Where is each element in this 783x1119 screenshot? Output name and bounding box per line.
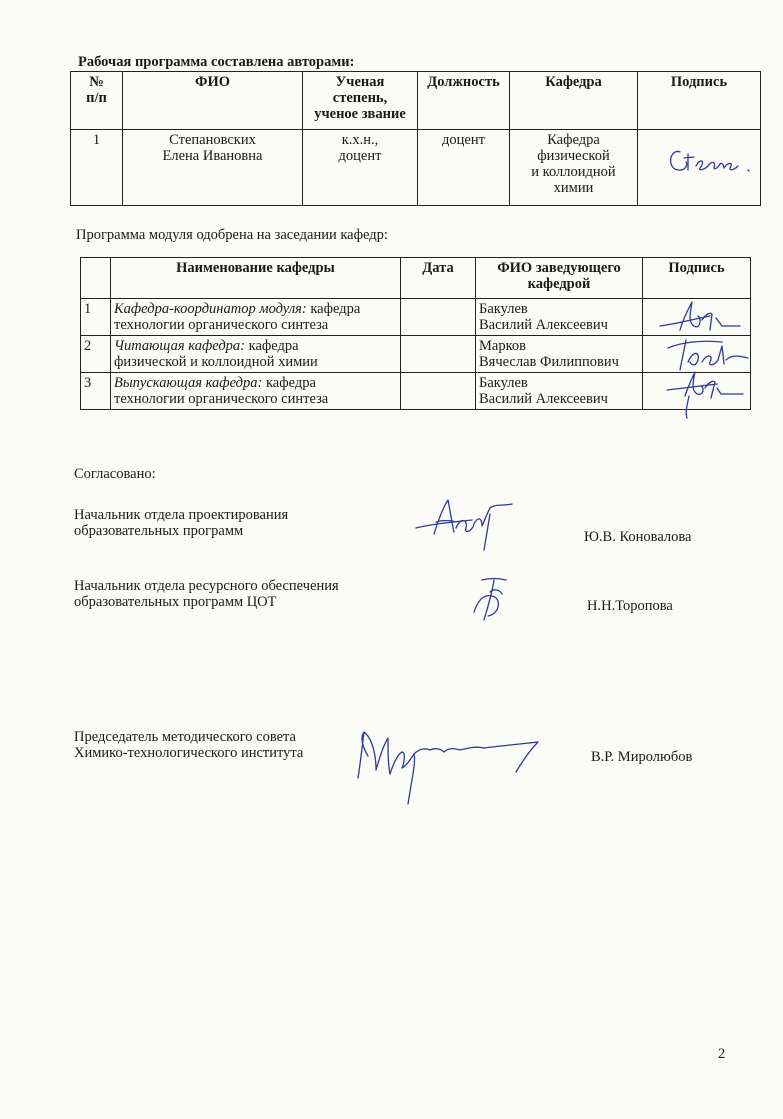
approval-row-date [401, 373, 476, 410]
approval-row-num: 3 [81, 373, 111, 410]
author-num: 1 [71, 130, 123, 206]
page-number: 2 [718, 1046, 726, 1062]
approval-row-role: Выпускающая кафедра: [114, 375, 263, 391]
table-row [71, 130, 761, 206]
author-department: Кафедра физической и коллоидной химии [510, 130, 638, 206]
agreed-label: Согласовано: [74, 466, 156, 482]
author-fio: Степановских Елена Ивановна [123, 130, 303, 206]
approval-signature-3-image [655, 368, 755, 420]
author-position: доцент [418, 130, 510, 206]
authors-header-department: Кафедра [510, 72, 638, 130]
signatory-name: В.Р. Миролюбов [591, 749, 693, 765]
approval-row-role: Читающая кафедра: [114, 338, 245, 354]
approval-row-head: Бакулев Василий Алексеевич [476, 299, 643, 336]
signatory-title: Председатель методического совета Химико-технологического института [74, 729, 304, 761]
authors-header-num: № п/п [71, 72, 123, 130]
approval-heading: Программа модуля одобрена на заседании кафедр: [76, 227, 388, 243]
signatory-2-signature-image [462, 570, 522, 630]
approval-row-head: Марков Вячеслав Филиппович [476, 336, 643, 373]
approval-header-signature: Подпись [643, 258, 751, 299]
author-signature-image [662, 140, 757, 180]
authors-header-degree: Ученая степень, ученое звание [303, 72, 418, 130]
approval-row-name: кафедра технологии органического синтеза [114, 301, 361, 333]
signatory-title: Начальник отдела ресурсного обеспечения образовательных программ ЦОТ [74, 578, 339, 610]
approval-row-head: Бакулев Василий Алексеевич [476, 373, 643, 410]
approval-header-head: ФИО заведующего кафедрой [476, 258, 643, 299]
approval-row-num: 1 [81, 299, 111, 336]
approval-header-num [81, 258, 111, 299]
approval-row-num: 2 [81, 336, 111, 373]
author-degree: к.х.н., доцент [303, 130, 418, 206]
signatory-title: Начальник отдела проектирования образовательных программ [74, 507, 289, 539]
approval-header-date: Дата [401, 258, 476, 299]
approval-row-name: кафедра физической и коллоидной химии [114, 338, 318, 370]
table-row [81, 373, 751, 410]
signatory-1-signature-image [412, 494, 522, 552]
approval-row-role: Кафедра-координатор модуля: [114, 301, 307, 317]
authors-header-fio: ФИО [123, 72, 303, 130]
approval-header-department: Наименование кафедры [111, 258, 401, 299]
approval-row-date [401, 336, 476, 373]
approval-row-date [401, 299, 476, 336]
approval-row-name: кафедра технологии органического синтеза [114, 375, 329, 407]
authors-table [70, 71, 761, 206]
signatory-name: Н.Н.Торопова [587, 598, 673, 614]
signatory-name: Ю.В. Коновалова [584, 529, 692, 545]
authors-header-position: Должность [418, 72, 510, 130]
authors-heading: Рабочая программа составлена авторами: [78, 54, 355, 70]
table-row [81, 336, 751, 373]
signatory-3-signature-image [350, 718, 550, 808]
authors-header-signature: Подпись [638, 72, 761, 130]
